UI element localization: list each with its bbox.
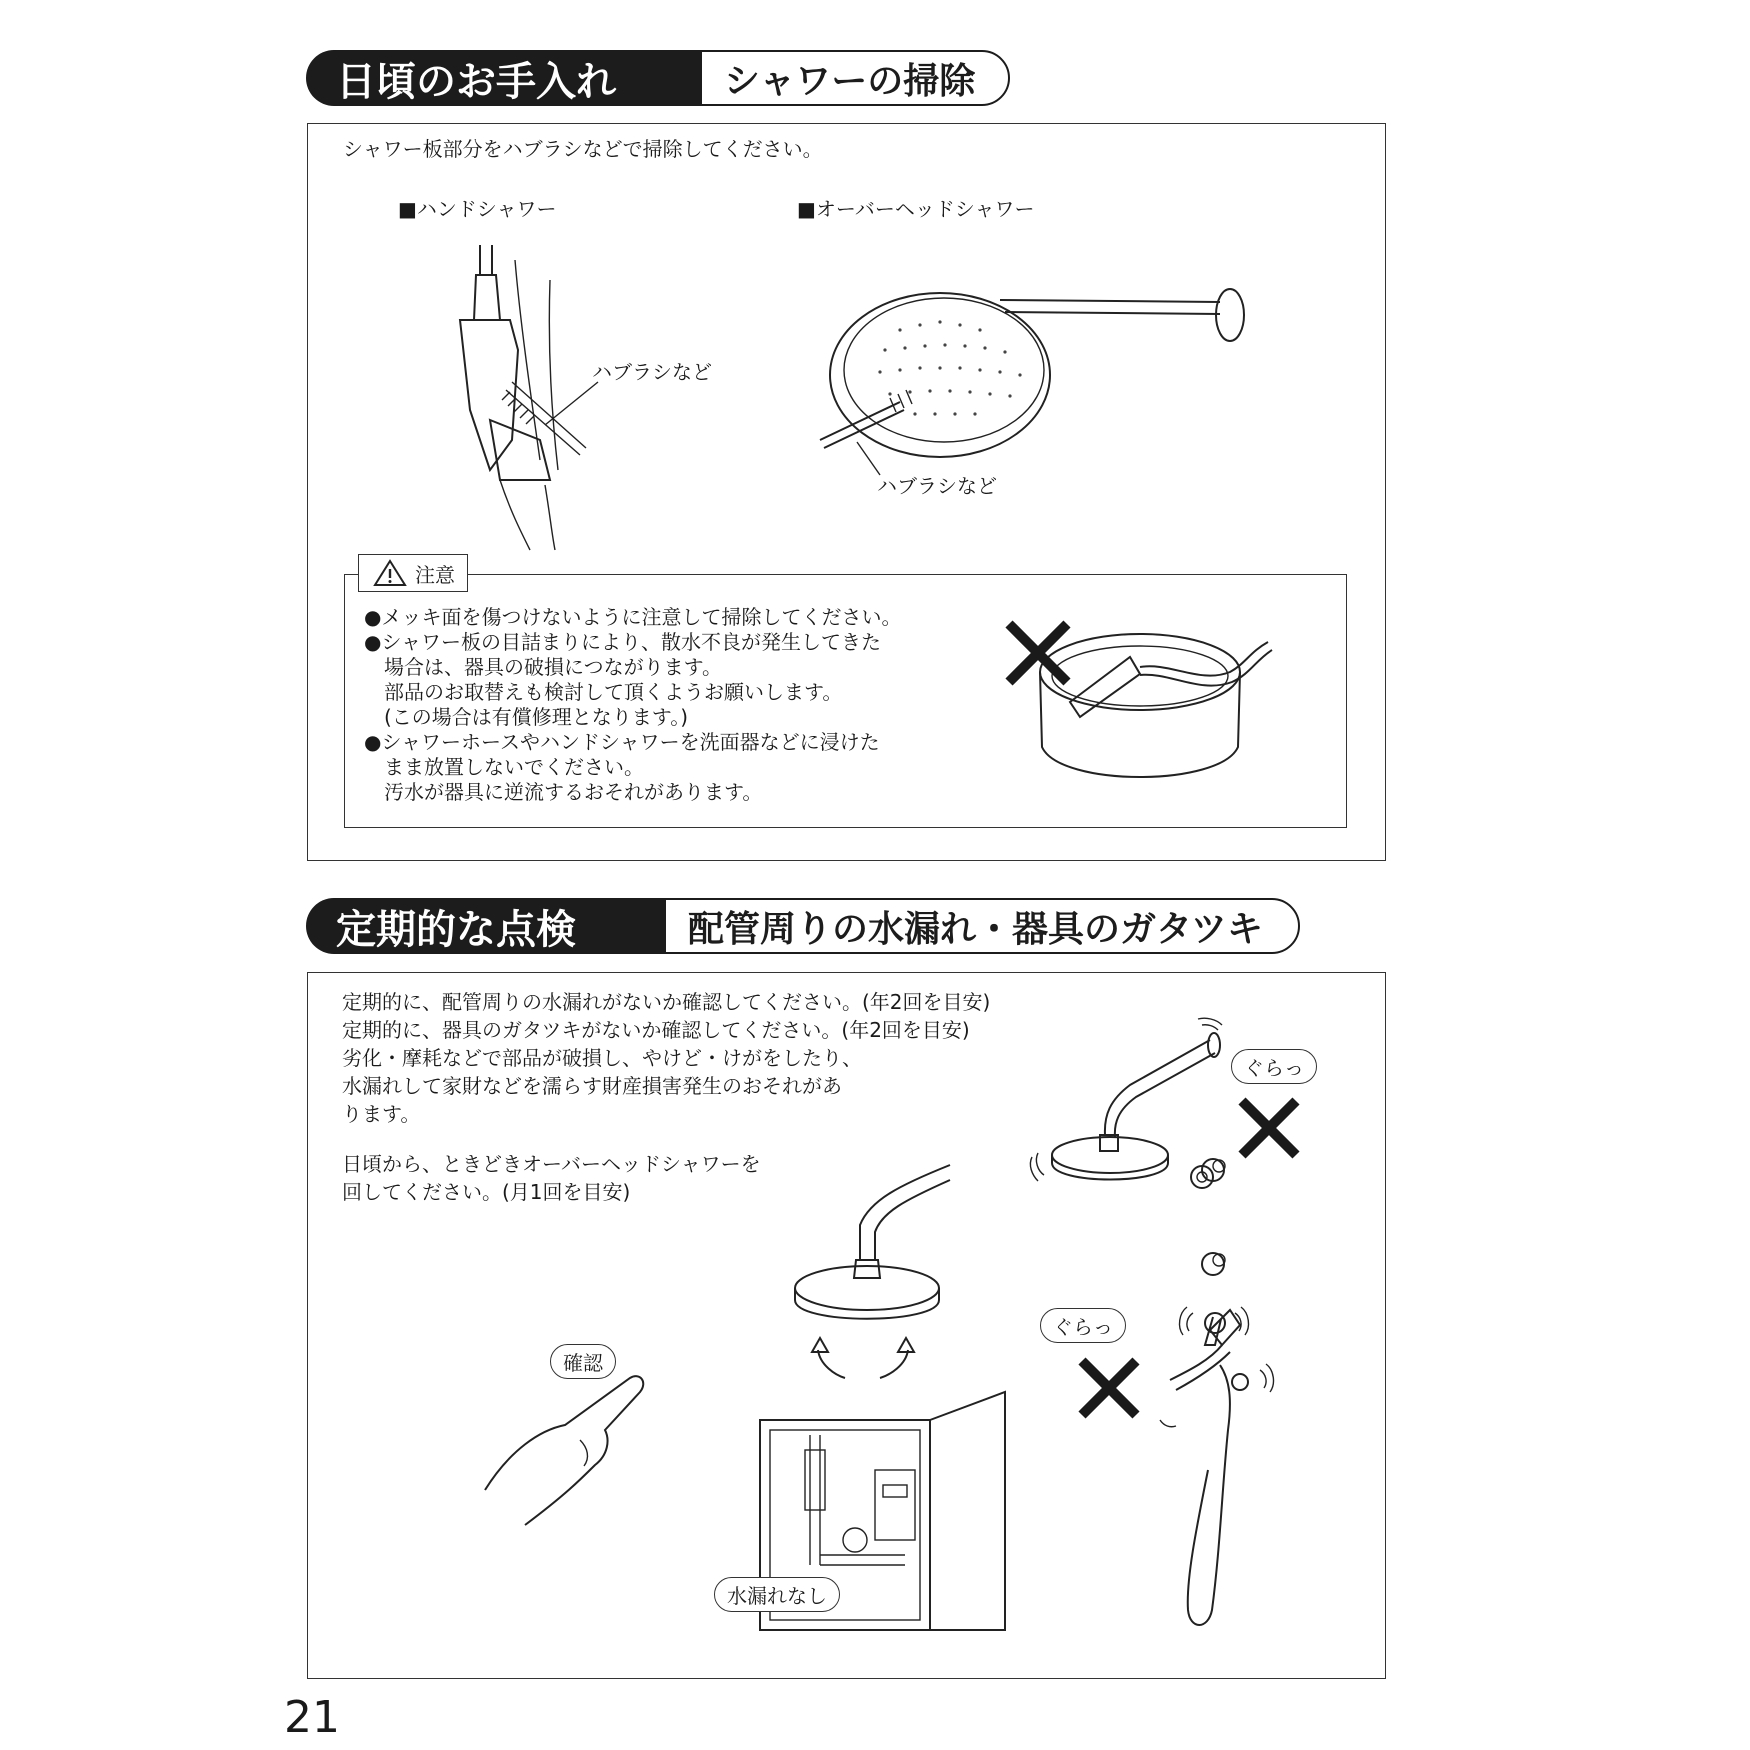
brush-label-1: ハブラシなど (592, 360, 712, 384)
confirm-label: 確認 (550, 1344, 616, 1379)
page-number: 21 (284, 1692, 340, 1743)
caution-line: まま放置しないでください。 (364, 755, 644, 779)
section2-subtitle (664, 898, 1300, 954)
section1-title-text: 日頃のお手入れ (336, 58, 616, 105)
check-text-line: ります。 (342, 1102, 421, 1126)
caution-line: 汚水が器具に逆流するおそれがあります。 (364, 780, 763, 804)
check-text-line: 定期的に、器具のガタツキがないか確認してください。(年2回を目安) (342, 1018, 970, 1042)
fitting-icon (1195, 1242, 1235, 1282)
caution-title: 注意 (415, 562, 455, 587)
section2-title-text: 定期的な点検 (336, 906, 576, 953)
check-text-line: 定期的に、配管周りの水漏れがないか確認してください。(年2回を目安) (342, 990, 991, 1014)
caution-line: 部品のお取替えも検討して頂くようお願いします。 (364, 680, 843, 704)
brush-leader-1 (540, 380, 600, 430)
section2-title (306, 898, 668, 954)
no-leak-label: 水漏れなし (714, 1577, 840, 1612)
pointing-hand-illustration (480, 1370, 650, 1530)
check-text-line: 劣化・摩耗などで部品が破損し、やけど・けがをしたり、 (342, 1046, 862, 1070)
wobbly-lever-illustration (1175, 1295, 1255, 1355)
check-text-line: 水漏れして家財などを濡らす財産損害発生のおそれがあ (342, 1074, 842, 1098)
section1-title (306, 50, 704, 106)
hand-shower-label: ■ハンドシャワー (398, 197, 557, 221)
brush-label-2: ハブラシなど (877, 474, 997, 498)
fitting-icon (1195, 1148, 1235, 1188)
prohibited-x-icon (1236, 1095, 1302, 1161)
warning-icon (373, 559, 407, 587)
caution-tab (358, 554, 468, 592)
caution-line: ●メッキ面を傷つけないように注意して掃除してください。 (364, 605, 902, 629)
wobble-label-1: ぐらっ (1231, 1049, 1317, 1084)
rotating-overhead-shower-illustration (790, 1160, 960, 1390)
section1-intro: シャワー板部分をハブラシなどで掃除してください。 (343, 137, 823, 161)
wobble-label-2: ぐらっ (1040, 1308, 1126, 1343)
overhead-shower-label: ■オーバーヘッドシャワー (797, 197, 1035, 221)
rotate-text-line: 日頃から、ときどきオーバーヘッドシャワーを (342, 1152, 761, 1176)
section1-subtitle (700, 50, 1010, 106)
caution-line: 場合は、器具の破損につながります。 (364, 655, 722, 679)
rotate-text-line: 回してください。(月1回を目安) (342, 1180, 631, 1204)
prohibited-x-icon (1076, 1355, 1142, 1421)
caution-line: ●シャワーホースやハンドシャワーを洗面器などに浸けた (364, 730, 880, 754)
prohibited-x-icon (1003, 618, 1073, 688)
section2-subtitle-text: 配管周りの水漏れ・器具のガタツキ (688, 908, 1263, 950)
caution-line: ●シャワー板の目詰まりにより、散水不良が発生してきた (364, 630, 882, 654)
caution-line: (この場合は有償修理となります。) (364, 705, 689, 729)
section1-subtitle-text: シャワーの掃除 (724, 60, 976, 102)
